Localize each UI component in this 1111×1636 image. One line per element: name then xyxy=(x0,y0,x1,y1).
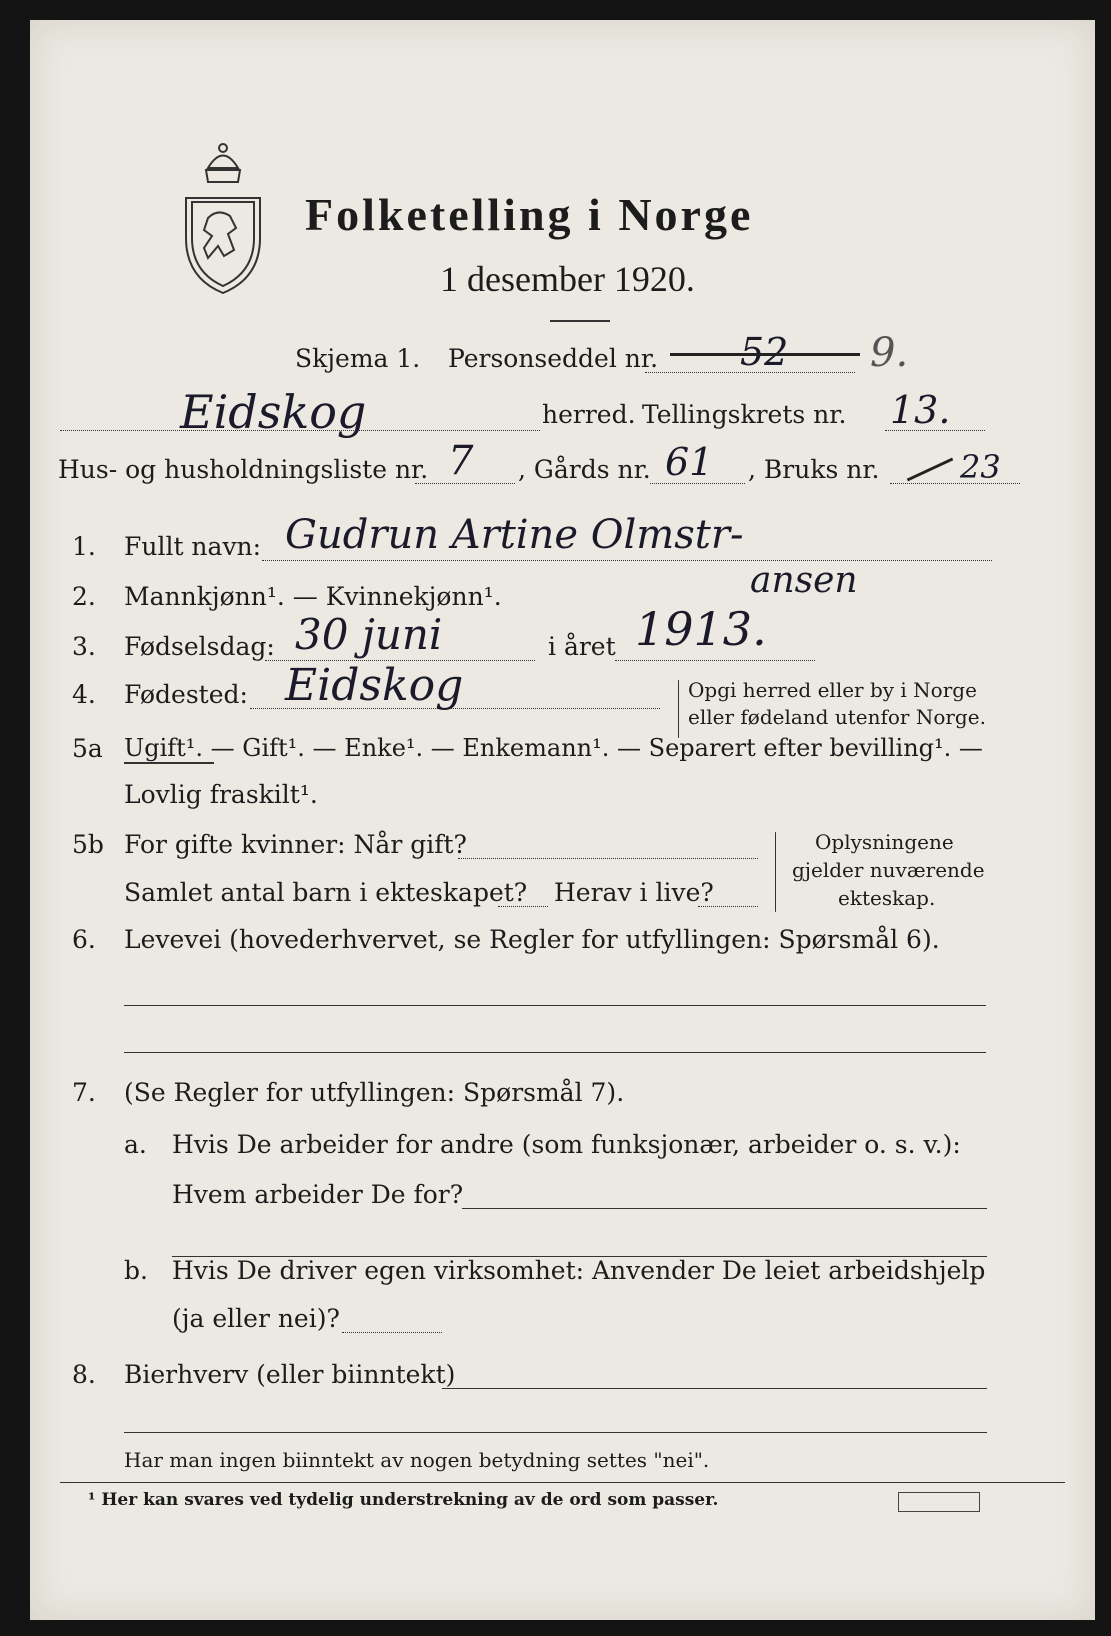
q5a-number: 5a xyxy=(72,734,103,763)
herred-value[interactable]: Eidskog xyxy=(180,385,367,439)
marital-status-options[interactable]: Ugift¹. — Gift¹. — Enke¹. — Enkemann¹. — Separert efter bevilling¹. — xyxy=(124,734,983,762)
q4-label: Fødested: xyxy=(124,680,248,709)
q7-label: (Se Regler for utfyllingen: Spørsmål 7). xyxy=(124,1078,625,1107)
birthplace-note-1: Opgi herred eller by i Norge xyxy=(688,678,977,702)
occupation-line-1[interactable] xyxy=(124,1005,986,1006)
personseddel-label: Personseddel nr. xyxy=(448,344,659,373)
q7b-letter: b. xyxy=(124,1256,148,1285)
q2-number: 2. xyxy=(72,582,96,611)
q7-number: 7. xyxy=(72,1078,96,1107)
census-form xyxy=(30,20,1095,1620)
marriage-note-1: Oplysningene xyxy=(815,830,954,854)
q7a-label: Hvis De arbeider for andre (som funksjonær, arbeider o. s. v.): xyxy=(172,1130,961,1159)
herred-label: herred. xyxy=(542,400,636,429)
ugift-underline xyxy=(124,762,214,764)
gards-label: , Gårds nr. xyxy=(518,455,651,484)
q4-number: 4. xyxy=(72,680,96,709)
personseddel-value[interactable]: 9. xyxy=(870,330,909,376)
hired-help-label: (ja eller nei)? xyxy=(172,1304,340,1333)
q3-label: Fødselsdag: xyxy=(124,632,275,661)
married-when-line xyxy=(458,858,758,859)
side-income-line[interactable] xyxy=(442,1388,987,1389)
children-line xyxy=(498,906,548,907)
census-date: 1 desember 1920. xyxy=(440,259,695,299)
alive-label: Herav i live? xyxy=(554,878,714,907)
tellingskrets-value[interactable]: 13. xyxy=(890,388,951,432)
footnote: ¹ Her kan svares ved tydelig understrekning av de ord som passer. xyxy=(88,1490,719,1510)
married-when-label: For gifte kvinner: Når gift? xyxy=(124,830,467,859)
q6-number: 6. xyxy=(72,925,96,954)
coat-of-arms-icon xyxy=(178,138,268,298)
note-brace-2 xyxy=(775,832,776,912)
employer-label: Hvem arbeider De for? xyxy=(172,1180,464,1209)
birthplace-value[interactable]: Eidskog xyxy=(285,660,464,711)
q8-label: Bierhverv (eller biinntekt) xyxy=(124,1360,456,1389)
full-name-continued[interactable]: ansen xyxy=(750,560,858,601)
strike-line xyxy=(670,353,860,356)
q6-label: Levevei (hovederhvervet, se Regler for utfyllingen: Spørsmål 6). xyxy=(124,925,940,954)
q1-number: 1. xyxy=(72,532,96,561)
bruks-strike xyxy=(907,458,954,482)
q3-number: 3. xyxy=(72,632,96,661)
birth-day-value[interactable]: 30 juni xyxy=(295,610,443,659)
q5b-number: 5b xyxy=(72,830,104,859)
form-title: Folketelling i Norge xyxy=(305,189,754,240)
children-label: Samlet antal barn i ekteskapet? xyxy=(124,878,528,907)
divider xyxy=(550,320,610,322)
year-label: i året xyxy=(548,632,616,661)
personseddel-struck-value: 52 xyxy=(740,330,789,374)
marriage-note-2: gjelder nuværende xyxy=(792,858,985,882)
side-income-line-2[interactable] xyxy=(124,1432,987,1433)
gender-options[interactable]: Mannkjønn¹. — Kvinnekjønn¹. xyxy=(124,582,502,611)
birthplace-note-2: eller fødeland utenfor Norge. xyxy=(688,705,986,729)
skjema-label: Skjema 1. xyxy=(295,344,421,373)
printer-stamp xyxy=(898,1492,980,1512)
side-income-note: Har man ingen biinntekt av nogen betydning settes "nei". xyxy=(124,1448,710,1472)
full-name-value[interactable]: Gudrun Artine Olmstr- xyxy=(285,512,744,558)
bruks-value[interactable]: 23 xyxy=(960,448,1001,486)
alive-line xyxy=(698,906,758,907)
q8-number: 8. xyxy=(72,1360,96,1389)
husliste-value[interactable]: 7 xyxy=(448,438,474,484)
hired-help-line[interactable] xyxy=(342,1332,442,1333)
q1-line xyxy=(262,560,992,561)
q7b-label: Hvis De driver egen virksomhet: Anvender De leiet arbeidshjelp xyxy=(172,1256,986,1285)
birth-year-value[interactable]: 1913. xyxy=(635,602,767,656)
occupation-line-2[interactable] xyxy=(124,1052,986,1053)
gards-value[interactable]: 61 xyxy=(665,440,714,484)
note-brace xyxy=(678,680,679,738)
q1-label: Fullt navn: xyxy=(124,532,262,561)
tellingskrets-label: Tellingskrets nr. xyxy=(642,400,847,429)
bruks-label: , Bruks nr. xyxy=(748,455,880,484)
year-line xyxy=(615,660,815,661)
herred-line xyxy=(60,430,540,431)
marriage-note-3: ekteskap. xyxy=(838,886,936,910)
marital-status-options-2[interactable]: Lovlig fraskilt¹. xyxy=(124,780,318,809)
q7a-letter: a. xyxy=(124,1130,147,1159)
footnote-divider xyxy=(60,1482,1065,1483)
employer-line[interactable] xyxy=(462,1208,987,1209)
husliste-label: Hus- og husholdningsliste nr. xyxy=(58,455,429,484)
